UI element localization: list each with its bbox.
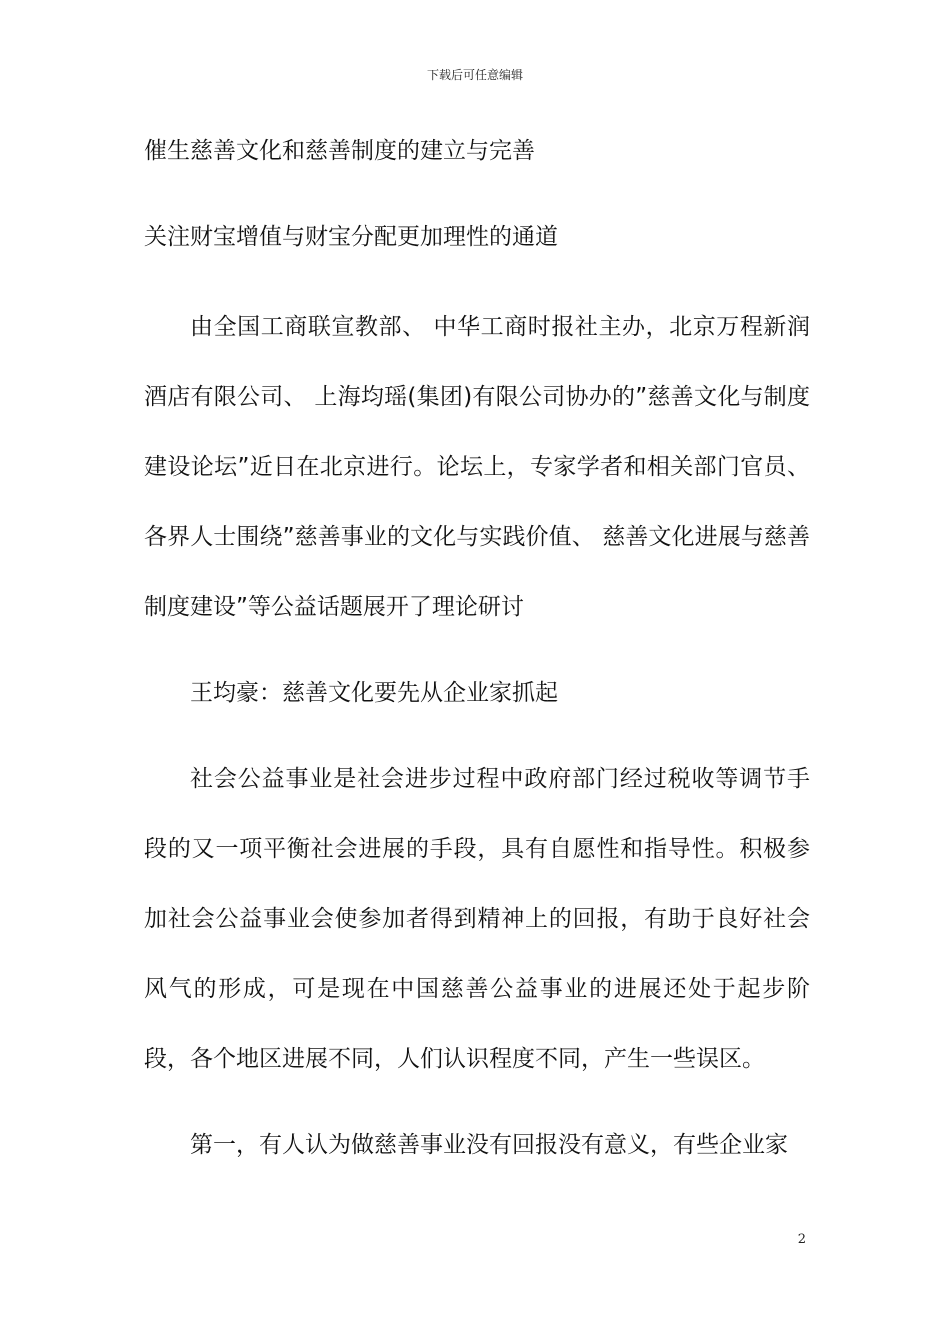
document-body [144,128,810,1196]
paragraph-subheading: 王均豪：慈善文化要先从企业家抓起 [190,680,558,706]
page-header: 下载后可任意编辑 [426,68,523,82]
page-number: 2 [797,1232,806,1247]
paragraph-public-welfare: 社会公益事业是社会进步过程中政府部门经过税收等调节手段的又一项平衡社会进展的手段，具有自愿性和指导性。积极参加社会公益事业会使参加者得到精神上的回报，有助于良好社会风气的形成，可是现在中国慈善公益事业的进展还处于起步阶段，各个地区进展不同，人们认识程度不同，产生一些误区。 [144,766,810,1072]
paragraph-first-point: 第一，有人认为做慈善事业没有回报没有意义，有些企业家 [190,1132,788,1158]
heading-1: 催生慈善文化和慈善制度的建立与完善 [144,138,535,164]
heading-2: 关注财宝增值与财宝分配更加理性的通道 [144,224,558,250]
paragraph-forum-intro: 由全国工商联宣教部、 中华工商时报社主办，北京万程新润酒店有限公司、 上海均瑶(集团)有限公司协办的”慈善文化与制度建设论坛”近日在北京进行。论坛上，专家学者和相关部门官员、 各界人士围绕”慈善事业的文化与实践价值、 慈善文化进展与慈善制度建设”等公益话题展开了理论研讨 [144,314,810,620]
